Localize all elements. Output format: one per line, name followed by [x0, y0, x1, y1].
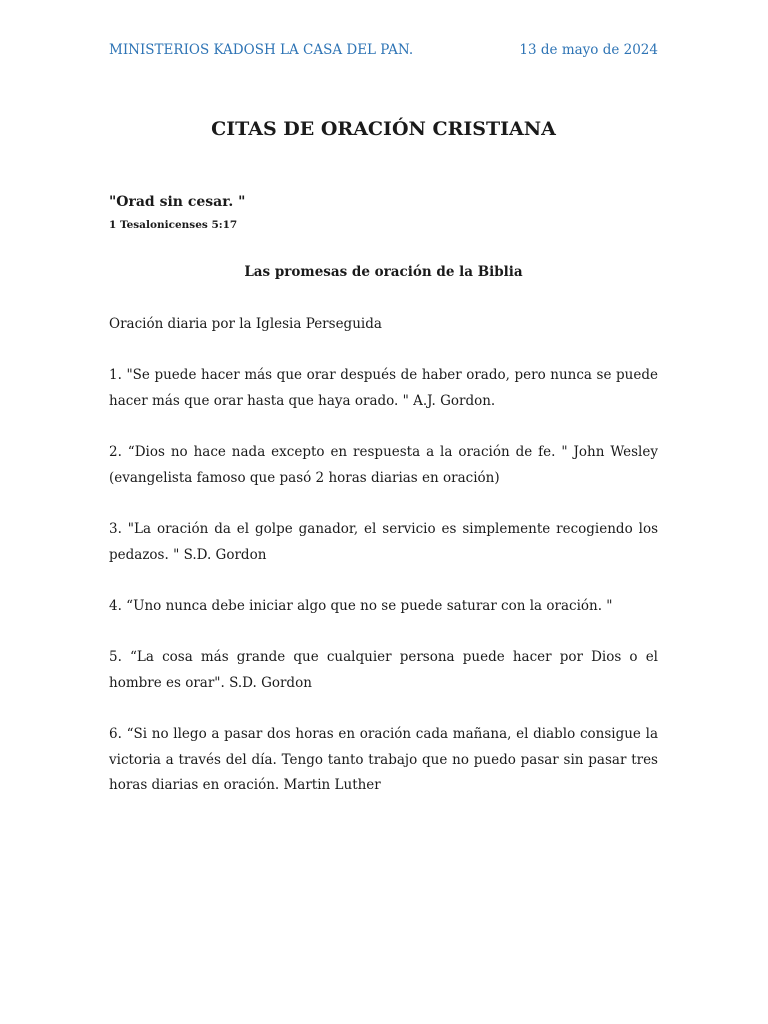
intro-line: Oración diaria por la Iglesia Perseguida: [109, 316, 382, 332]
quote-6: 6. “Si no llego a pasar dos horas en oración cada mañana, el diablo consigue la victoria a través del día. Tengo tanto trabajo que no puedo pasar sin pasar tres horas diarias en oración. Martin Luther: [109, 726, 658, 794]
header-organization: MINISTERIOS KADOSH LA CASA DEL PAN.: [109, 42, 414, 58]
verse-reference: 1 Tesalonicenses 5:17: [109, 219, 238, 231]
quote-2: 2. “Dios no hace nada excepto en respuesta a la oración de fe. " John Wesley (evangelista famoso que pasó 2 horas diarias en oración): [109, 444, 658, 486]
page-header: [109, 42, 658, 58]
quote-3: 3. "La oración da el golpe ganador, el servicio es simplemente recogiendo los pedazos. " S.D. Gordon: [109, 521, 658, 563]
verse-text: "Orad sin cesar. ": [109, 194, 246, 210]
document-title: CITAS DE ORACIÓN CRISTIANA: [211, 118, 556, 140]
quote-1: 1. "Se puede hacer más que orar después de haber orado, pero nunca se puede hacer más que orar hasta que haya orado. " A.J. Gordon.: [109, 367, 658, 409]
section-subtitle: Las promesas de oración de la Biblia: [244, 264, 523, 280]
quote-5: 5. “La cosa más grande que cualquier persona puede hacer por Dios o el hombre es orar". S.D. Gordon: [109, 649, 658, 691]
quote-4: 4. “Uno nunca debe iniciar algo que no se puede saturar con la oración. ": [109, 598, 613, 614]
header-date: 13 de mayo de 2024: [519, 42, 658, 58]
